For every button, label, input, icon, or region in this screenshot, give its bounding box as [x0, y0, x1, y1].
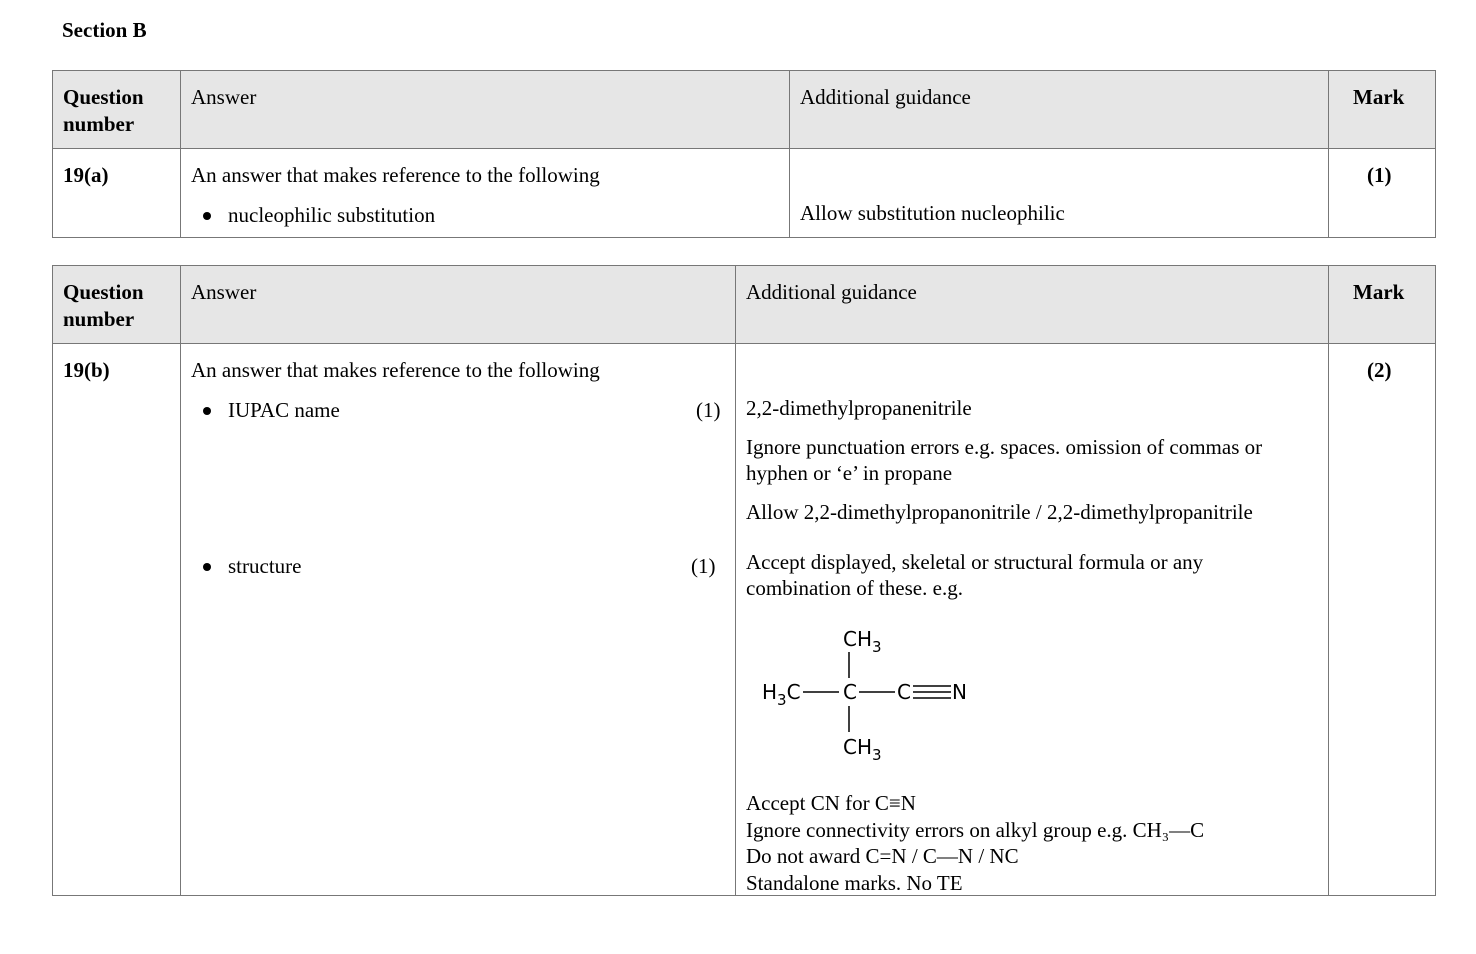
guidance-text: hyphen or ‘e’ in propane: [746, 461, 953, 485]
question-number: 19(a): [63, 163, 109, 187]
table-header: [53, 266, 1435, 344]
guidance-text: Accept displayed, skeletal or structural formula or any: [746, 550, 1204, 574]
guidance-text: Ignore connectivity errors on alkyl group e.g. CH₃—C: [746, 818, 1205, 842]
header-mark: Mark: [1353, 85, 1405, 109]
answer-intro: An answer that makes reference to the following: [191, 358, 600, 382]
answer-intro: An answer that makes reference to the following: [191, 163, 600, 187]
header-answer: Answer: [191, 85, 257, 109]
section-title: Section B: [62, 18, 147, 42]
guidance-text: Standalone marks. No TE: [746, 871, 963, 895]
bullet-icon: [203, 407, 211, 415]
header-mark: Mark: [1353, 280, 1405, 304]
mark-value: (1): [1367, 163, 1392, 187]
header-number: number: [63, 112, 135, 136]
bullet-icon: [203, 212, 211, 220]
guidance-text: Do not award C=N / C—N / NC: [746, 844, 1019, 868]
header-guidance: Additional guidance: [800, 85, 971, 109]
guidance-text: Accept CN for C≡N: [746, 791, 916, 815]
guidance-text: 2,2-dimethylpropanenitrile: [746, 396, 972, 420]
point-mark: (1): [696, 398, 721, 422]
atom-label: $H_3C$: [762, 680, 801, 709]
bullet-icon: [203, 563, 211, 571]
mark-value: (2): [1367, 358, 1392, 382]
atom-label: C: [843, 680, 857, 704]
guidance-text: combination of these. e.g.: [746, 576, 963, 600]
atom-label: $CH_3$: [843, 735, 882, 764]
question-number: 19(b): [63, 358, 110, 382]
guidance-text: Allow 2,2-dimethylpropanonitrile / 2,2-dimethylpropanitrile: [746, 500, 1253, 524]
answer-point-structure: structure: [228, 554, 302, 578]
point-mark: (1): [691, 554, 716, 578]
structural-formula-diagram: [743, 616, 1003, 766]
mark-table-19b: [52, 265, 1436, 896]
table-header: [53, 71, 1435, 149]
mark-table-19a: [52, 70, 1436, 238]
answer-point: nucleophilic substitution: [228, 203, 436, 227]
header-answer: Answer: [191, 280, 257, 304]
atom-label: $CH_3$: [843, 627, 882, 656]
atom-label: C: [897, 680, 911, 704]
header-question: Question: [63, 280, 144, 304]
header-question: Question: [63, 85, 144, 109]
guidance-text: Ignore punctuation errors e.g. spaces. omission of commas or: [746, 435, 1263, 459]
header-guidance: Additional guidance: [746, 280, 917, 304]
header-number: number: [63, 307, 135, 331]
guidance-text: Allow substitution nucleophilic: [800, 201, 1065, 225]
answer-point-iupac: IUPAC name: [228, 398, 340, 422]
atom-label: N: [952, 680, 967, 704]
